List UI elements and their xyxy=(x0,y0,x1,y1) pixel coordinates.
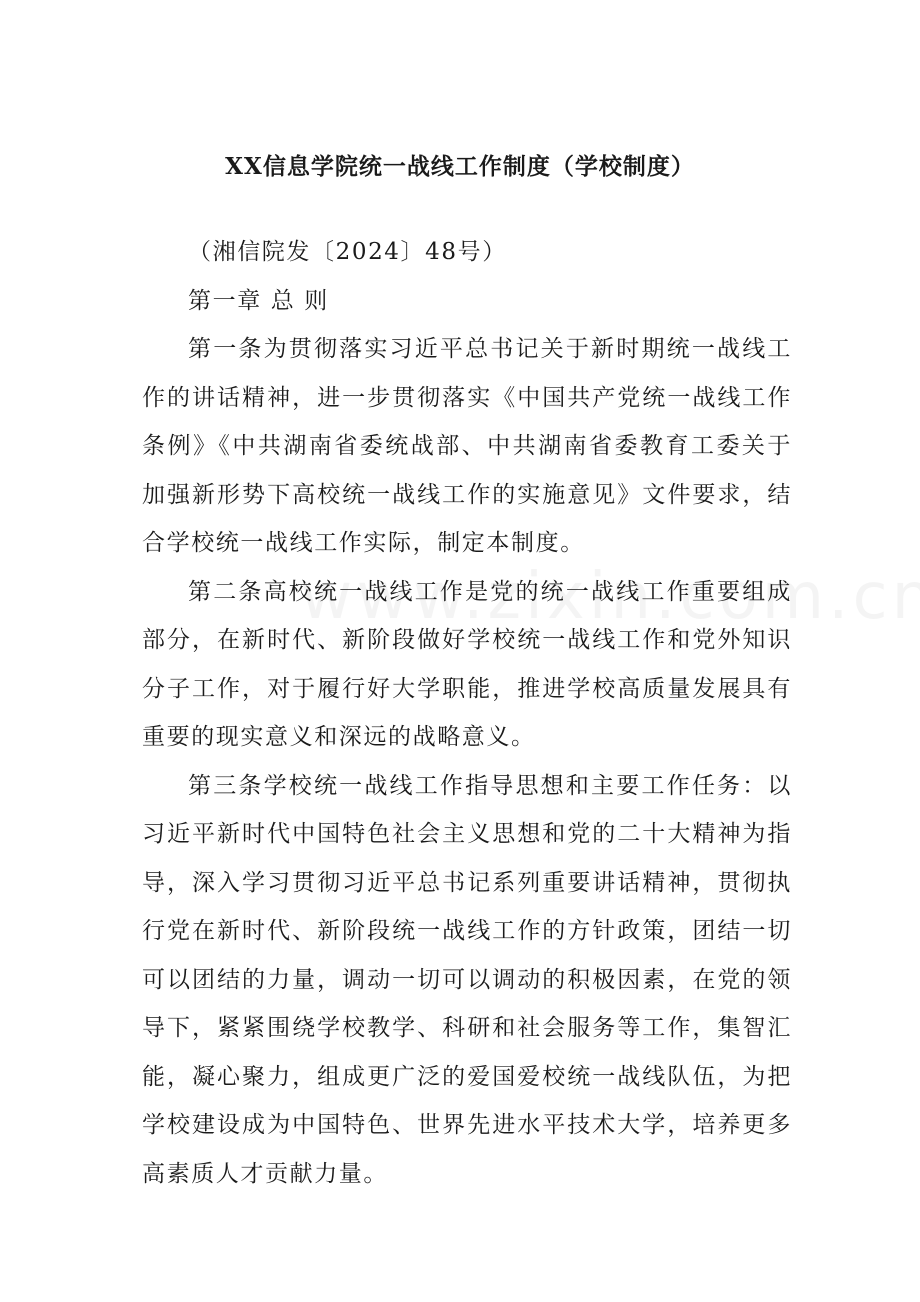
document-body xyxy=(142,228,792,1198)
article-2: 第二条高校统一战线工作是党的统一战线工作重要组成部分，在新时代、新阶段做好学校统一战线工作和党外知识分子工作，对于履行好大学职能，推进学校高质量发展具有重要的现实意义和深远的战略意义。 xyxy=(142,578,792,750)
document-number: （湘信院发〔2024〕48号） xyxy=(188,239,507,265)
article-1: 第一条为贯彻落实习近平总书记关于新时期统一战线工作的讲话精神，进一步贯彻落实《中国共产党统一战线工作条例》《中共湖南省委统战部、中共湖南省委教育工委关于加强新形势下高校统一战线工作的实施意见》文件要求，结合学校统一战线工作实际，制定本制度。 xyxy=(142,336,792,556)
article-3: 第三条学校统一战线工作指导思想和主要工作任务：以习近平新时代中国特色社会主义思想和党的二十大精神为指导，深入学习贯彻习近平总书记系列重要讲话精神，贯彻执行党在新时代、新阶段统一战线工作的方针政策，团结一切可以团结的力量，调动一切可以调动的积极因素，在党的领导下，紧紧围绕学校教学、科研和社会服务等工作，集智汇能，凝心聚力，组成更广泛的爱国爱校统一战线队伍，为把学校建设成为中国特色、世界先进水平技术大学，培养更多高素质人才贡献力量。 xyxy=(142,772,792,1187)
chapter-heading: 第一章 总 则 xyxy=(188,287,329,314)
document-title: XX信息学院统一战线工作制度（学校制度） xyxy=(225,153,695,180)
